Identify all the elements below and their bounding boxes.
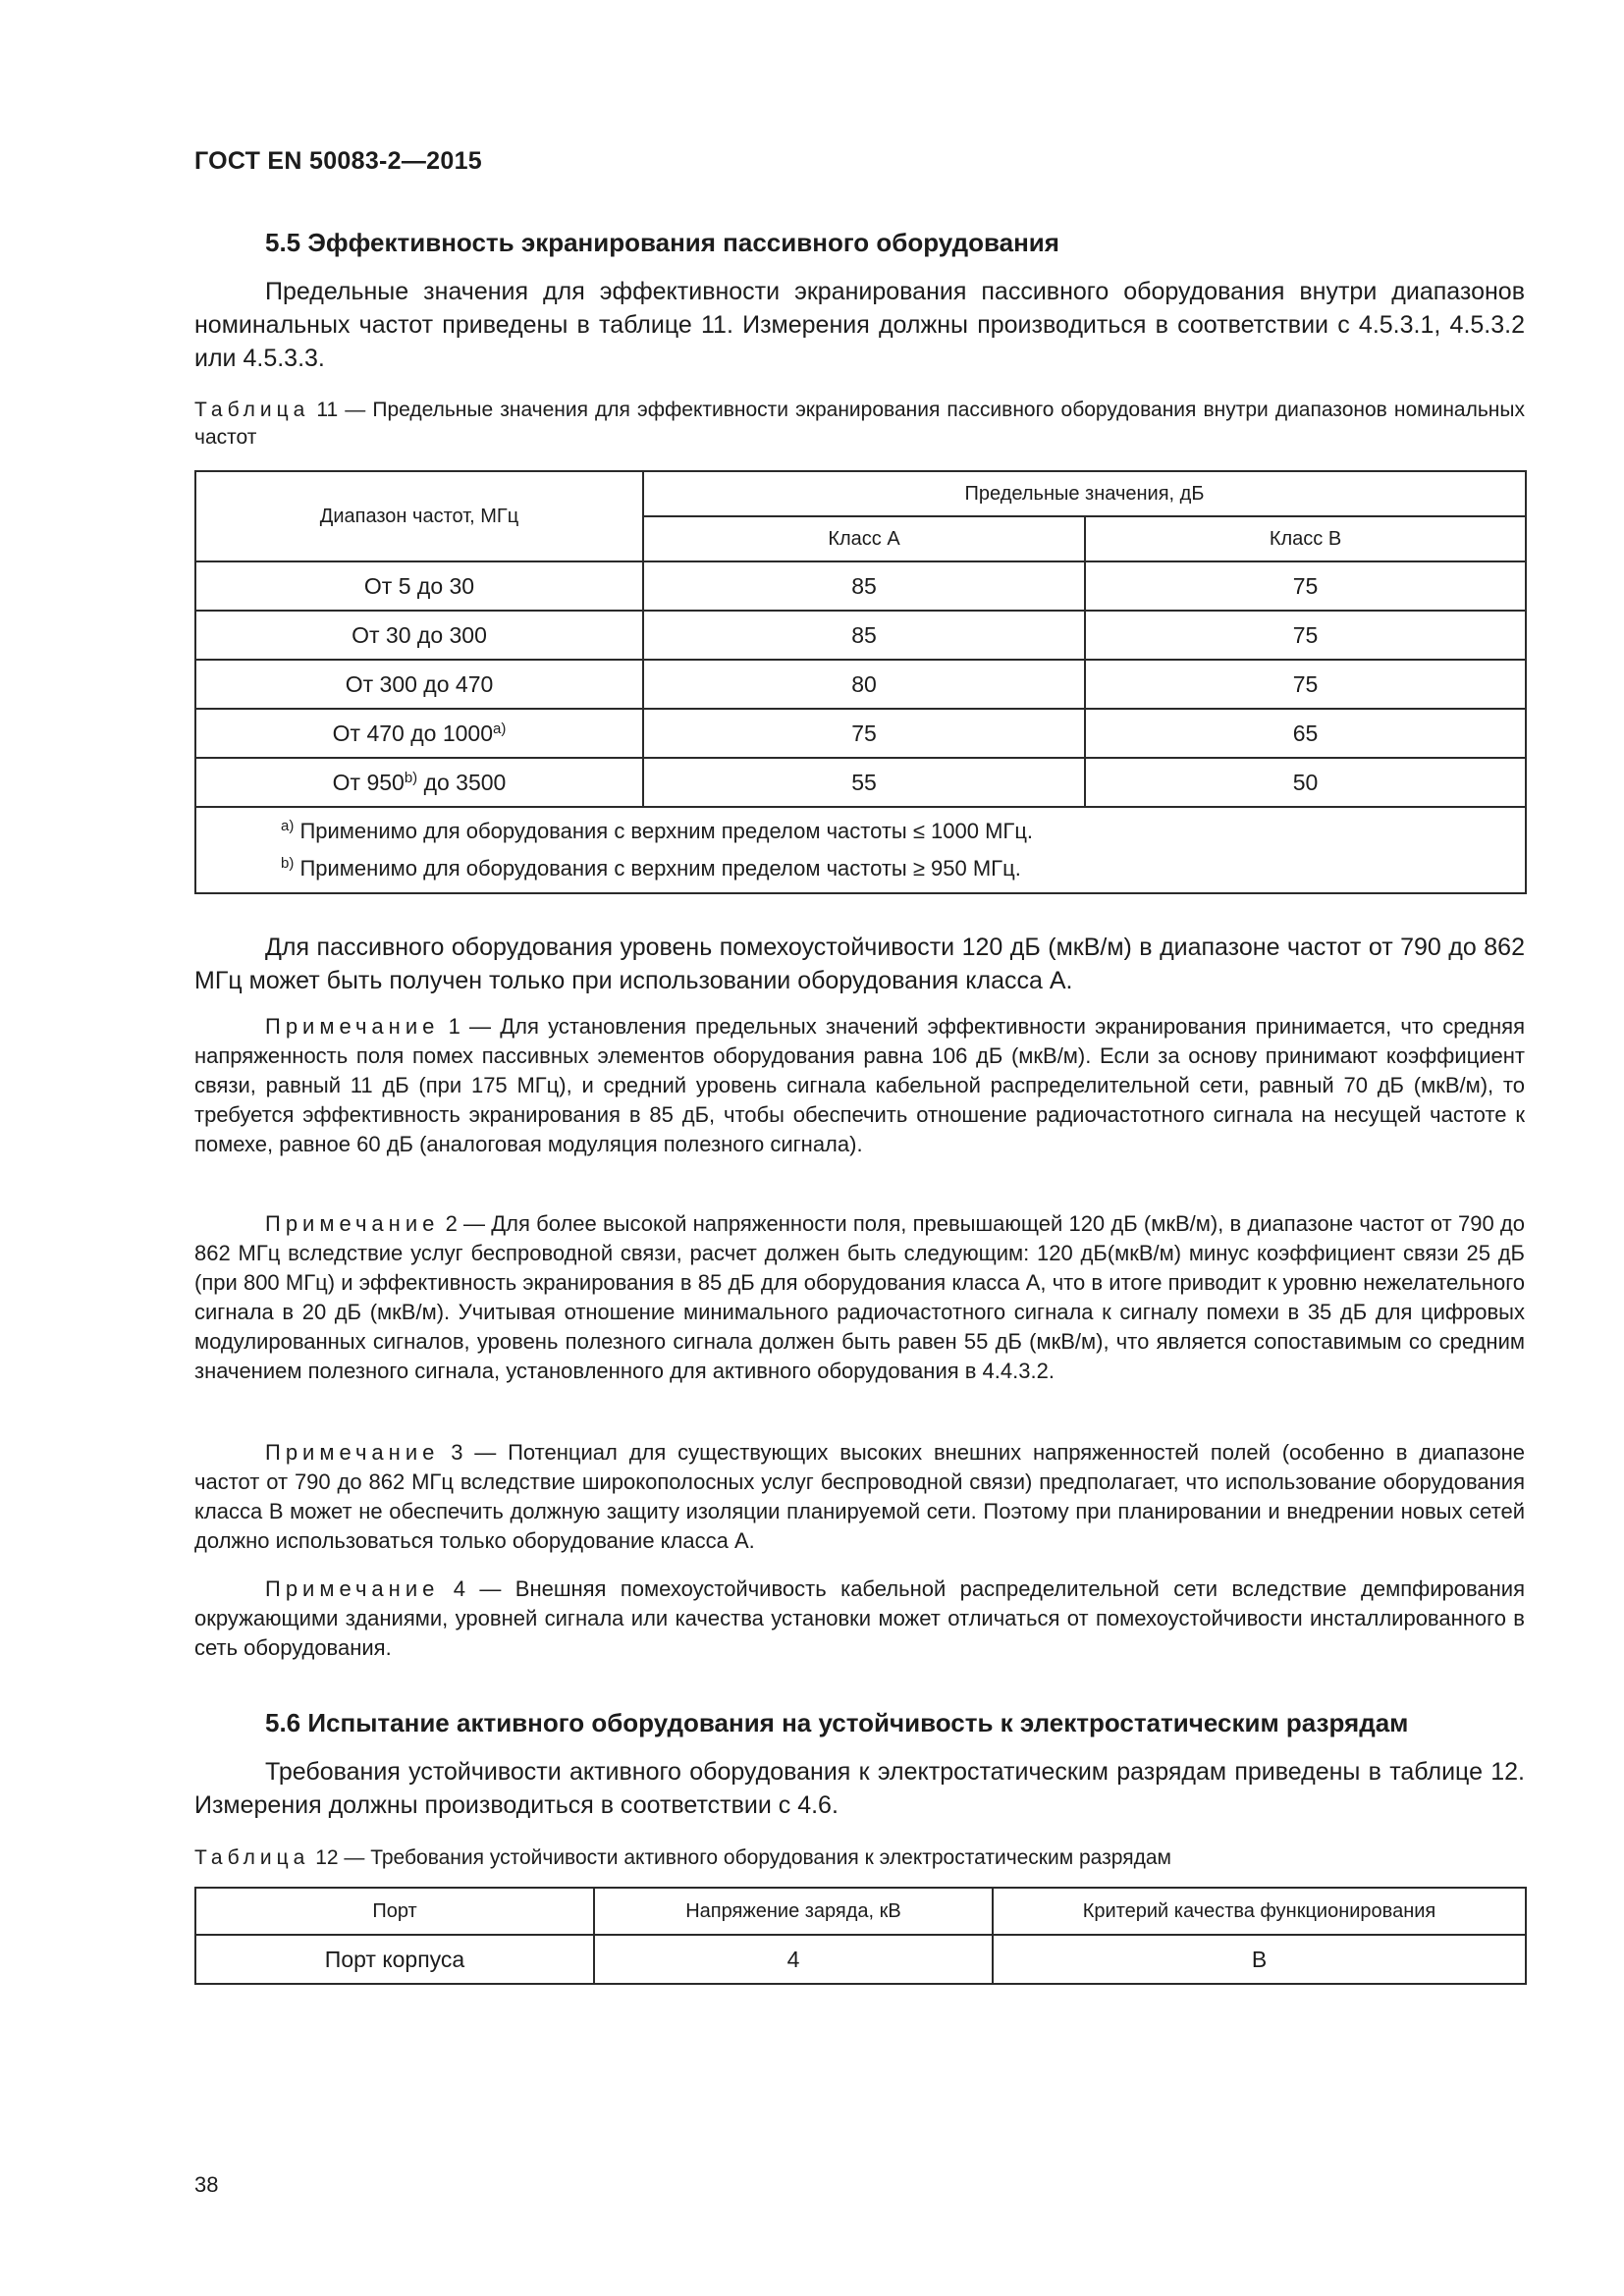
page-number: 38: [194, 2172, 219, 2197]
cell-class-b: 50: [1085, 758, 1526, 807]
footnote-a: $^{a)}$ Применимо для оборудования с верхним пределом частоты ≤ 1000 МГц.: [281, 818, 1034, 843]
cell-class-b: 75: [1085, 561, 1526, 611]
table-11-caption: Таблица 11 — Предельные значения для эффективности экранирования пассивного оборудования внутри диапазонов номинальных частот: [194, 399, 1525, 449]
table-12: [194, 1887, 1527, 1985]
table-footnotes: [195, 807, 1526, 893]
footnote-ref-a: a): [493, 720, 507, 737]
table-row: [195, 660, 1526, 709]
cell-range: От 470 до 1000$^{a)}$: [195, 709, 643, 758]
table-row: [195, 1935, 1526, 1984]
note-2: Примечание 2 — Для более высокой напряженности поля, превышающей 120 дБ (мкВ/м), в диапазоне частот от 790 до 862 МГц вследствие услуг беспроводной связи, расчет должен быть следующим: 120 дБ(мкВ/м) минус коэффициент связи 25 дБ (при 800 МГц) и эффективность экранирования в 85 дБ для оборудования класса А, что в итоге приводит к уровню нежелательного сигнала в 20 дБ (мкВ/м). Учитывая отношение минимального радиочастотного сигнала к сигналу помехи в 35 дБ для цифровых модулированных сигналов, уровень полезного сигнала должен быть равен 55 дБ (мкВ/м), что является сопоставимым со средним значением полезного сигнала, установленного для активного оборудования в 4.4.3.2.: [194, 1211, 1525, 1383]
cell-range: От 300 до 470: [195, 660, 643, 709]
section-5-5-text: Предельные значения для эффективности экранирования пассивного оборудования внутри диапазонов номинальных частот приведены в таблице 11. Измерения должны производиться в соответствии с 4.5.3.1, 4.5.3.2 или 4.5.3.3.: [194, 278, 1525, 372]
cell-class-b: 75: [1085, 660, 1526, 709]
section-5-6-text: Требования устойчивости активного оборудования к электростатическим разрядам приведены в таблице 12. Измерения должны производиться в соответствии с 4.6.: [194, 1758, 1525, 1819]
table-row: [195, 561, 1526, 611]
cell-range: От 950$^{b)}$ до 3500: [195, 758, 643, 807]
note-4: Примечание 4 — Внешняя помехоустойчивость кабельной распределительной сети вследствие демпфирования окружающими зданиями, уровней сигнала или качества установки может отличаться от помехоустойчивости инсталлированного в сеть оборудования.: [194, 1576, 1525, 1660]
col-header-port: Порт: [195, 1888, 594, 1935]
note-3: Примечание 3 — Потенциал для существующих высоких внешних напряженностей полей (особенно в диапазоне частот от 790 до 862 МГц вследствие широкополосных услуг беспроводной связи) предполагает, что использование оборудования класса В может не обеспечить должную защиту изоляции планируемой сети. Поэтому при планировании и внедрении новых сетей должно использоваться только оборудование класса А.: [194, 1440, 1525, 1553]
footnote-b: $^{b)}$ Применимо для оборудования с верхним пределом частоты ≥ 950 МГц.: [281, 855, 1021, 881]
cell-class-a: 85: [643, 611, 1085, 660]
col-header-limits: Предельные значения, дБ: [643, 471, 1526, 516]
section-5-5-title: 5.5 Эффективность экранирования пассивного оборудования: [265, 228, 1059, 257]
table-row: [195, 709, 1526, 758]
table-footnotes-row: [195, 807, 1526, 893]
col-header-frequency-range: Диапазон частот, МГц: [195, 471, 643, 561]
table-12-caption: Таблица 12 — Требования устойчивости активного оборудования к электростатическим разрядам: [194, 1846, 1171, 1869]
cell-class-a: 75: [643, 709, 1085, 758]
cell-class-a: 55: [643, 758, 1085, 807]
col-header-class-a: Класс A: [643, 516, 1085, 561]
col-header-criterion: Критерий качества функционирования: [993, 1888, 1526, 1935]
table-11: [194, 470, 1527, 894]
table-row: [195, 611, 1526, 660]
document-header: ГОСТ EN 50083-2—2015: [194, 147, 482, 175]
cell-class-a: 80: [643, 660, 1085, 709]
note-1: Примечание 1 — Для установления предельных значений эффективности экранирования принимается, что средняя напряженность поля помех пассивных элементов оборудования равна 106 дБ (мкВ/м). Если за основу принимают коэффициент связи, равный 11 дБ (при 175 МГц), и средний уровень сигнала кабельной распределительной сети, равный 70 дБ (мкВ/м), то требуется эффективность экранирования в 85 дБ, чтобы обеспечить отношение радиочастотного сигнала на несущей частоте к помехе, равное 60 дБ (аналоговая модуляция полезного сигнала).: [194, 1014, 1525, 1156]
cell-criterion: B: [993, 1935, 1526, 1984]
cell-class-b: 75: [1085, 611, 1526, 660]
section-5-6-title: 5.6 Испытание активного оборудования на устойчивость к электростатическим разрядам: [265, 1708, 1409, 1737]
cell-class-b: 65: [1085, 709, 1526, 758]
cell-port: Порт корпуса: [195, 1935, 594, 1984]
cell-range: От 30 до 300: [195, 611, 643, 660]
footnote-ref-b: b): [404, 769, 418, 786]
cell-voltage: 4: [594, 1935, 993, 1984]
table-row: [195, 758, 1526, 807]
col-header-class-b: Класс B: [1085, 516, 1526, 561]
passive-equipment-paragraph: Для пассивного оборудования уровень помехоустойчивости 120 дБ (мкВ/м) в диапазоне частот от 790 до 862 МГц может быть получен только при использовании оборудования класса А.: [194, 934, 1525, 994]
cell-range: От 5 до 30: [195, 561, 643, 611]
cell-class-a: 85: [643, 561, 1085, 611]
col-header-voltage: Напряжение заряда, кВ: [594, 1888, 993, 1935]
